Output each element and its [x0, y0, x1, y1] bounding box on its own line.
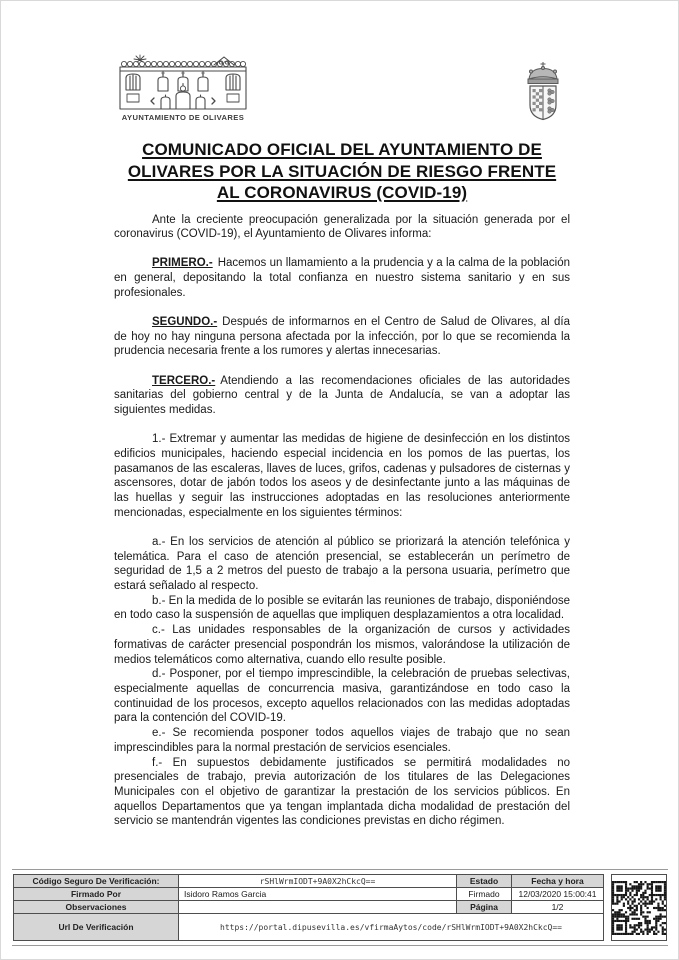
table-row	[14, 901, 604, 914]
item-d: d.- Posponer, por el tiempo imprescindible, la celebración de pruebas selectivas, especialmente aquellas de concurrencia masiva, garantizándose en todo caso la continuidad de los procesos, excepto aquellos relacionados con las medidas adoptadas para la contención del COVID-19.	[114, 668, 570, 725]
item-c: c.- Las unidades responsables de la organización de cursos y actividades formativas de carácter presencial pospondrán los mismos, valorándose la utilización de medios telemáticos como alternativa, cuando ello resulte posible.	[114, 624, 570, 666]
qr-code-icon	[612, 881, 666, 935]
observaciones-value	[179, 901, 457, 914]
item-f: f.- En supuestos debidamente justificados se permitirá modalidades no presenciales de trabajo, previa autorización de los titulares de las Delegaciones Municipales con el objetivo de garantizar la prestación de los servicios públicos. En aquellos Departamentos que ya tengan implantada dicha modalidad de prestación del servicio se mantendrán vigentes las condiciones previstas en dicho régimen.	[114, 756, 570, 828]
verification-footer	[12, 869, 668, 946]
table-row	[14, 914, 604, 941]
section-primero	[114, 256, 570, 300]
pagina-label: Página	[457, 901, 512, 914]
intro-paragraph: Ante la creciente preocupación generalizada por la situación generada por el coronavirus (COVID-19), el Ayuntamiento de Olivares informa:	[114, 213, 570, 241]
document-header	[114, 54, 570, 122]
title-line-1: COMUNICADO OFICIAL DEL AYUNTAMIENTO DE	[142, 140, 542, 159]
item-b: b.- En la medida de lo posible se evitarán las reuniones de trabajo, disponiéndose en todo caso la suspensión de aquellas que impliquen desplazamientos a otra localidad.	[114, 594, 570, 622]
csv-label: Código Seguro De Verificación:	[14, 875, 179, 888]
url-value: https://portal.dipusevilla.es/vfirmaAytos/code/rSHlWrmIODT+9A0X2hCkcQ==	[179, 914, 604, 941]
section-primero-text: Hacemos un llamamiento a la prudencia y a la calma de la población en general, depositando la total confianza en nuestro sistema sanitario y en sus profesionales.	[114, 257, 570, 299]
item-a: a.- En los servicios de atención al público se priorizará la atención telefónica y telemática. Para el caso de atención presencial, se establecerán un perímetro de seguridad de 1,5 a 2 metros del puesto de trabajo a la persona usuaria, perímetro que estará señalado al respecto.	[114, 535, 570, 593]
crest	[516, 60, 570, 122]
section-tercero-label: TERCERO.-	[152, 374, 216, 387]
url-label: Url De Verificación	[14, 914, 179, 941]
title-line-3: AL CORONAVIRUS (COVID-19)	[216, 183, 468, 202]
section-primero-label: PRIMERO.-	[152, 257, 213, 270]
logo-caption: AYUNTAMIENTO DE OLIVARES	[121, 113, 245, 122]
table-row	[14, 888, 604, 901]
section-segundo-label: SEGUNDO.-	[152, 316, 218, 329]
item-e: e.- Se recomienda posponer todos aquellos viajes de trabajo que no sean imprescindibles para la normal prestación de servicios esenciales.	[114, 727, 570, 754]
firmado-por-label: Firmado Por	[14, 888, 179, 901]
verification-table	[13, 874, 604, 941]
town-hall-facade-icon	[118, 54, 248, 112]
qr-code-box	[611, 874, 667, 941]
municipality-logo	[118, 54, 248, 122]
firmado-por-value: Isidoro Ramos Garcia	[179, 888, 457, 901]
title-line-2: OLIVARES POR LA SITUACIÓN DE RIESGO FRENTE	[127, 161, 557, 181]
fecha-value: 12/03/2020 15:00:41	[512, 888, 604, 901]
fecha-header: Fecha y hora	[512, 875, 604, 888]
table-row	[14, 875, 604, 888]
section-segundo-text: Después de informarnos en el Centro de Salud de Olivares, al día de hoy no hay ninguna persona afectada por la infección, por lo que se recomienda la prudencia necesaria frente a los rumores y alertas innecesarias.	[114, 316, 570, 358]
document-title	[114, 139, 570, 204]
measure-1-paragraph: 1.- Extremar y aumentar las medidas de higiene de desinfección en los distintos edificios municipales, haciendo especial incidencia en los pomos de las puertas, los pasamanos de las escaleras, llaves de luces, grifos, cadenas y pulsadores de cisternas y ascensores, dotar de jabón todos los aseos y de desinfectante junto a las máquinas de las huellas y seguir las instrucciones adoptadas en las resoluciones anteriormente mencionadas, especialmente en los siguientes términos:	[114, 433, 570, 519]
coat-of-arms-icon	[516, 60, 570, 122]
estado-header: Estado	[457, 875, 512, 888]
section-segundo	[114, 315, 570, 359]
csv-value: rSHlWrmIODT+9A0X2hCkcQ==	[179, 875, 457, 888]
measure-1-items	[114, 535, 570, 829]
observaciones-label: Observaciones	[14, 901, 179, 914]
pagina-value: 1/2	[512, 901, 604, 914]
section-tercero	[114, 374, 570, 418]
section-tercero-text: Atendiendo a las recomendaciones oficiales de las autoridades sanitarias del gobierno central y de la Junta de Andalucía, se van a adoptar las siguientes medidas.	[114, 374, 570, 417]
document-body	[114, 213, 570, 830]
estado-value: Firmado	[457, 888, 512, 901]
